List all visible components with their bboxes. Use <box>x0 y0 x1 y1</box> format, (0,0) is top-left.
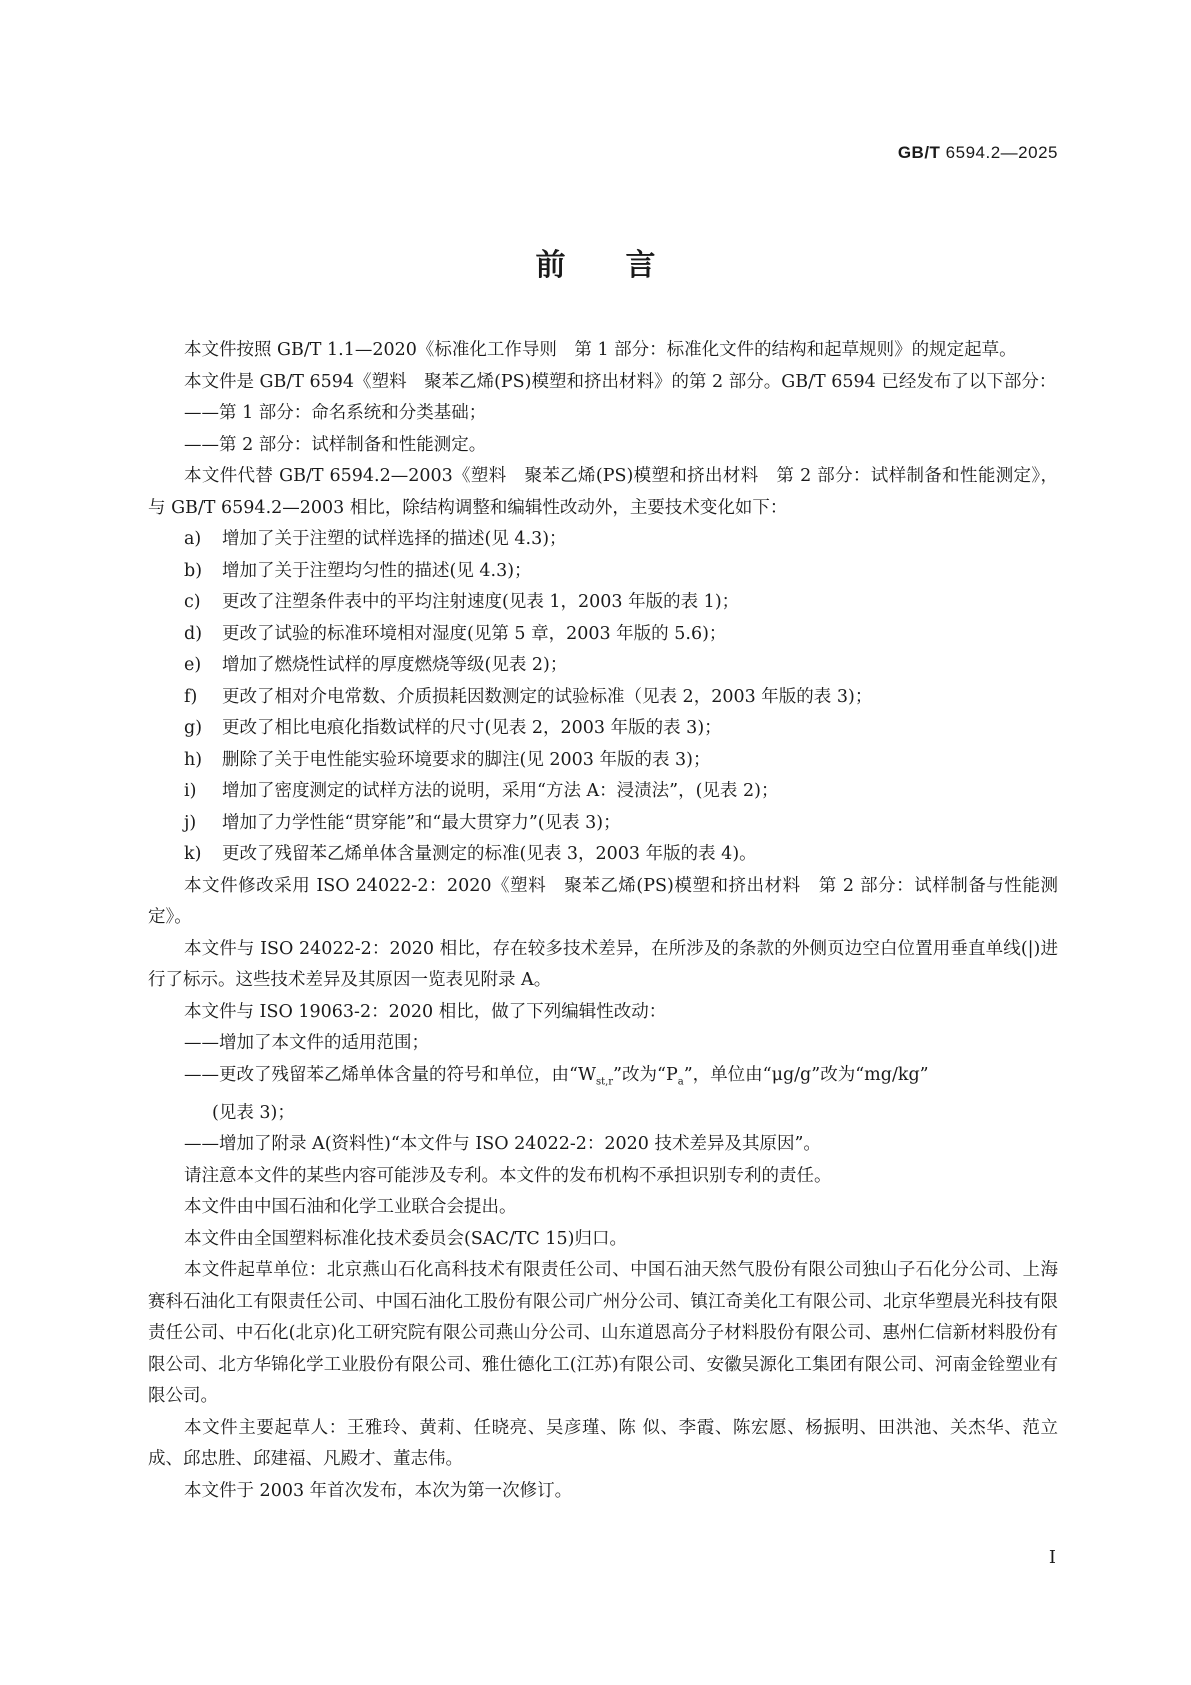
list-item <box>148 839 1058 871</box>
list-item <box>148 776 1058 808</box>
list-item-text: 增加了燃烧性试样的厚度燃烧等级(见表 2)； <box>222 655 568 675</box>
list-item-label: c) <box>184 592 201 612</box>
list-item-label: g) <box>184 718 203 738</box>
standard-number <box>898 143 1058 163</box>
list-item-label: b) <box>184 560 203 581</box>
standard-prefix: GB/T <box>897 143 941 162</box>
list-item-label: h) <box>184 749 203 770</box>
standard-code: 6594.2—2025 <box>945 143 1058 162</box>
list-item-label: e) <box>184 655 202 675</box>
list-item-text: 增加了密度测定的试样方法的说明，采用“方法 A：浸渍法”，(见表 2)； <box>222 781 779 801</box>
paragraph-editorial-changes: 本文件与 ISO 19063-2：2020 相比，做了下列编辑性改动： <box>184 1001 667 1022</box>
paragraph-iso-adoption: 本文件修改采用 ISO 24022-2：2020《塑料 聚苯乙烯(PS)模塑和挤出材料 第 2 部分：试样制备与性能测定》。 <box>148 875 1058 927</box>
page-title: 前言 <box>535 248 716 283</box>
dash-item-continuation: (见表 3)； <box>212 1102 295 1123</box>
list-item-text: 增加了关于注塑均匀性的描述(见 4.3)； <box>222 560 532 581</box>
list-item-label: a) <box>184 529 202 549</box>
dash-text: ”，单位由“μg/g”改为“mg/kg” <box>683 1064 929 1085</box>
dash-text: ——更改了残留苯乙烯单体含量的符号和单位，由“W <box>184 1064 596 1085</box>
list-item <box>148 650 1058 682</box>
list-item-label: k) <box>184 844 202 864</box>
list-item-label: f) <box>184 686 198 707</box>
list-item-label: i) <box>184 781 197 801</box>
list-item-label: d) <box>184 623 203 644</box>
list-item-text: 更改了残留苯乙烯单体含量测定的标准(见表 3，2003 年版的表 4)。 <box>222 844 757 864</box>
foreword-body <box>148 335 1058 1507</box>
dash-text: ”改为“P <box>613 1064 678 1085</box>
paragraph-committee: 本文件由全国塑料标准化技术委员会(SAC/TC 15)归口。 <box>184 1228 627 1249</box>
dash-item <box>148 1060 1058 1098</box>
paragraph-series-parts: 本文件是 GB/T 6594《塑料 聚苯乙烯(PS)模塑和挤出材料》的第 2 部分。GB/T 6594 已经发布了以下部分： <box>184 371 1057 392</box>
list-item <box>148 619 1058 651</box>
list-item <box>148 808 1058 840</box>
list-item-text: 更改了相对介电常数、介质损耗因数测定的试验标准（见表 2，2003 年版的表 3)； <box>222 686 873 707</box>
paragraph-history: 本文件于 2003 年首次发布，本次为第一次修订。 <box>184 1480 573 1501</box>
list-item-text: 更改了相比电痕化指数试样的尺寸(见表 2，2003 年版的表 3)； <box>222 718 722 738</box>
dash-item: ——第 1 部分：命名系统和分类基础； <box>184 403 487 423</box>
list-item <box>148 556 1058 588</box>
paragraph-patent-notice: 请注意本文件的某些内容可能涉及专利。本文件的发布机构不承担识别专利的责任。 <box>184 1165 832 1186</box>
subscript: st,r <box>595 1076 614 1087</box>
dash-item: ——第 2 部分：试样制备和性能测定。 <box>184 434 487 455</box>
list-item <box>148 587 1058 619</box>
list-item <box>148 745 1058 777</box>
list-item-text: 更改了试验的标准环境相对湿度(见第 5 章，2003 年版的 5.6)； <box>222 623 727 644</box>
paragraph-drafting-rules: 本文件按照 GB/T 1.1—2020《标准化工作导则 第 1 部分：标准化文件的结构和起草规则》的规定起草。 <box>184 340 1017 360</box>
list-item <box>148 682 1058 714</box>
paragraph-drafters: 本文件主要起草人：王雅玲、黄莉、任晓亮、吴彦瑾、陈 似、李霞、陈宏愿、杨振明、田洪池、关杰华、范立成、邱忠胜、邱建福、凡殿才、董志伟。 <box>148 1417 1058 1469</box>
list-item-text: 增加了力学性能“贯穿能”和“最大贯穿力”(见表 3)； <box>222 812 621 833</box>
paragraph-proposer: 本文件由中国石油和化学工业联合会提出。 <box>184 1197 517 1217</box>
dash-item: ——增加了本文件的适用范围； <box>184 1033 429 1053</box>
list-item <box>148 524 1058 556</box>
paragraph-replaces: 本文件代替 GB/T 6594.2—2003《塑料 聚苯乙烯(PS)模塑和挤出材料 第 2 部分：试样制备和性能测定》，与 GB/T 6594.2—2003 相比，除结构调整和编辑性改动外，主要技术变化如下： <box>148 466 1058 518</box>
list-item-label: j) <box>184 812 197 833</box>
page-number: I <box>1048 1547 1056 1568</box>
paragraph-drafting-units: 本文件起草单位：北京燕山石化高科技术有限责任公司、中国石油天然气股份有限公司独山子石化分公司、上海赛科石油化工有限责任公司、中国石油化工股份有限公司广州分公司、镇江奇美化工有限公司、北京华塑晨光科技有限责任公司、中石化(北京)化工研究院有限公司燕山分公司、山东道恩高分子材料股份有限公司、惠州仁信新材料股份有限公司、北方华锦化学工业股份有限公司、雅仕德化工(江苏)有限公司、安徽吴源化工集团有限公司、河南金铨塑业有限公司。 <box>148 1260 1058 1406</box>
subscript: a <box>677 1076 684 1087</box>
list-item-text: 删除了关于电性能实验环境要求的脚注(见 2003 年版的表 3)； <box>222 749 711 770</box>
dash-item: ——增加了附录 A(资料性)“本文件与 ISO 24022-2：2020 技术差异及其原因”。 <box>184 1134 821 1154</box>
paragraph-technical-deviations: 本文件与 ISO 24022-2：2020 相比，存在较多技术差异，在所涉及的条款的外侧页边空白位置用垂直单线(|)进行了标示。这些技术差异及其原因一览表见附录 A。 <box>148 938 1058 990</box>
list-item-text: 增加了关于注塑的试样选择的描述(见 4.3)； <box>222 529 567 549</box>
list-item <box>148 713 1058 745</box>
list-item-text: 更改了注塑条件表中的平均注射速度(见表 1，2003 年版的表 1)； <box>222 592 740 612</box>
